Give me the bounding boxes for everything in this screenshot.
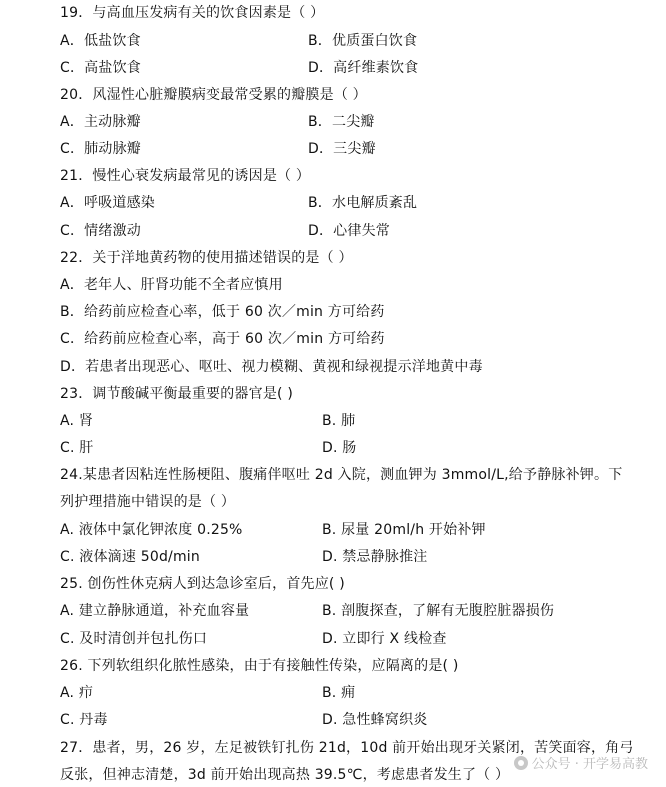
question-26-stem: 26. 下列软组织化脓性感染，由于有接触性传染，应隔离的是( ) (60, 658, 459, 674)
q21-option-b: B．水电解质紊乱 (308, 195, 418, 211)
q21-option-a: A．呼吸道感染 (60, 195, 155, 211)
q19-option-b: B．优质蛋白饮食 (308, 33, 418, 49)
q25-option-b: B. 剖腹探查，了解有无腹腔脏器损伤 (322, 603, 555, 619)
q20-option-b: B．二尖瓣 (308, 114, 375, 130)
q20-option-c: C．肺动脉瓣 (60, 141, 141, 157)
q20-option-a: A．主动脉瓣 (60, 114, 141, 130)
q26-option-d: D. 急性蜂窝织炎 (322, 712, 428, 728)
q23-option-a: A. 肾 (60, 413, 94, 429)
q21-option-c: C．情绪激动 (60, 223, 141, 239)
q19-option-a: A．低盐饮食 (60, 33, 141, 49)
q25-option-a: A. 建立静脉通道，补充血容量 (60, 603, 250, 619)
q25-option-c: C. 及时清创并包扎伤口 (60, 631, 208, 647)
q22-option-c: C．给药前应检查心率，高于 60 次／min 方可给药 (60, 331, 385, 347)
question-21-stem: 21．慢性心衰发病最常见的诱因是（ ） (60, 168, 311, 184)
q22-option-a: A．老年人、肝肾功能不全者应慎用 (60, 277, 283, 293)
wechat-icon (514, 756, 528, 770)
question-27-stem-line2: 反张，但神志清楚，3d 前开始出现高热 39.5℃，考虑患者发生了（ ） (60, 767, 510, 783)
question-20-stem: 20．风湿性心脏瓣膜病变最常受累的瓣膜是（ ） (60, 87, 367, 103)
q20-option-d: D．三尖瓣 (308, 141, 376, 157)
watermark-text: 公众号 · 开学易高教 (531, 757, 648, 772)
question-19-stem: 19．与高血压发病有关的饮食因素是（ ） (60, 5, 325, 21)
q19-option-c: C．高盐饮食 (60, 60, 141, 76)
q23-option-d: D. 肠 (322, 440, 357, 456)
question-24-stem-line1: 24.某患者因粘连性肠梗阻、腹痛伴呕吐 2d 入院，测血钾为 3mmol/L,给予静脉补钾。下 (60, 467, 623, 483)
watermark (514, 753, 648, 772)
q24-option-b: B. 尿量 20ml/h 开始补钾 (322, 522, 486, 538)
q26-option-b: B. 痈 (322, 685, 356, 701)
q22-option-b: B．给药前应检查心率，低于 60 次／min 方可给药 (60, 304, 385, 320)
question-25-stem: 25. 创伤性休克病人到达急诊室后，首先应( ) (60, 576, 345, 592)
q21-option-d: D．心律失常 (308, 223, 390, 239)
question-27-stem-line1: 27．患者，男，26 岁，左足被铁钉扎伤 21d，10d 前开始出现牙关紧闭，苦笑面容，角弓 (60, 740, 634, 756)
q26-option-a: A. 疖 (60, 685, 94, 701)
q24-option-d: D. 禁忌静脉推注 (322, 549, 428, 565)
q22-option-d: D．若患者出现恶心、呕吐、视力模糊、黄视和绿视提示洋地黄中毒 (60, 359, 483, 375)
q26-option-c: C. 丹毒 (60, 712, 108, 728)
q23-option-b: B. 肺 (322, 413, 356, 429)
q24-option-a: A. 液体中氯化钾浓度 0.25% (60, 522, 243, 538)
q19-option-d: D．高纤维素饮食 (308, 60, 419, 76)
q24-option-c: C. 液体滴速 50d/min (60, 549, 200, 565)
question-24-stem-line2: 列护理措施中错误的是（ ） (60, 494, 236, 510)
question-22-stem: 22．关于洋地黄药物的使用描述错误的是（ ） (60, 250, 353, 266)
question-23-stem: 23．调节酸碱平衡最重要的器官是( ) (60, 386, 293, 402)
q23-option-c: C. 肝 (60, 440, 94, 456)
q25-option-d: D. 立即行 X 线检查 (322, 631, 447, 647)
